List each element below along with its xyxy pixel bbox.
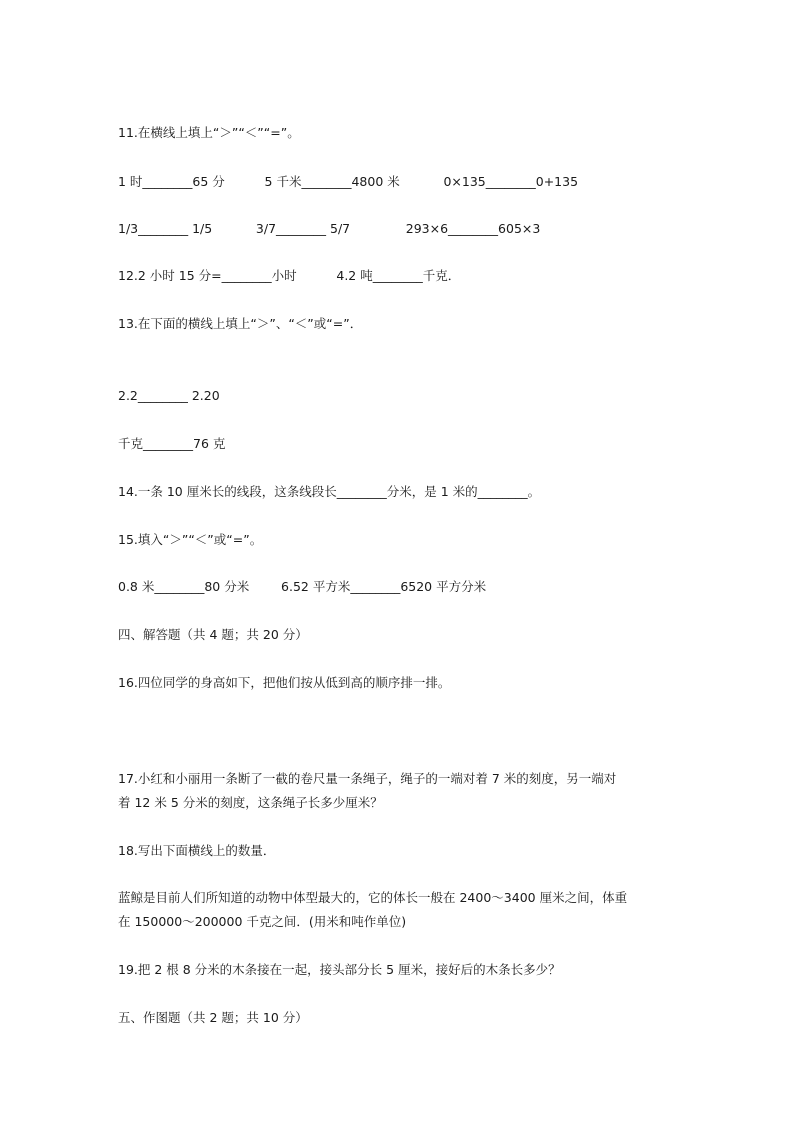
question-11-row-2: 1/3________ 1/5 3/7________ 5/7 293×6________605×3 bbox=[118, 221, 541, 236]
question-15-row-1: 0.8 米________80 分米 6.52 平方米________6520 平方分米 bbox=[118, 579, 487, 594]
question-19: 19.把 2 根 8 分米的木条接在一起，接头部分长 5 厘米，接好后的木条长多少？ bbox=[118, 962, 561, 977]
question-18-title: 18.写出下面横线上的数量． bbox=[118, 843, 276, 858]
question-12: 12.2 小时 15 分=________小时 4.2 吨________千克． bbox=[118, 268, 461, 283]
question-13-title: 13.在下面的横线上填上“＞”、“＜”或“=”． bbox=[118, 316, 363, 331]
question-13-row-2: 千克________76 克 bbox=[118, 436, 226, 451]
question-13-row-1: 2.2________ 2.20 bbox=[118, 388, 220, 403]
question-17-line-1: 17.小红和小丽用一条断了一截的卷尺量一条绳子，绳子的一端对着 7 米的刻度，另一端对 bbox=[118, 771, 617, 786]
section-4-heading: 四、解答题（共 4 题；共 20 分） bbox=[118, 627, 308, 642]
question-11-title: 11.在横线上填上“＞”“＜”“=”。 bbox=[118, 125, 300, 140]
question-18-line-1: 蓝鲸是目前人们所知道的动物中体型最大的，它的体长一般在 2400～3400 厘米之间，体重 bbox=[118, 890, 628, 905]
question-18-line-2: 在 150000～200000 千克之间．(用米和吨作单位) bbox=[118, 914, 407, 929]
question-15-title: 15.填入“＞”“＜”或“=”。 bbox=[118, 532, 263, 547]
section-5-heading: 五、作图题（共 2 题；共 10 分） bbox=[118, 1010, 308, 1025]
question-16: 16.四位同学的身高如下，把他们按从低到高的顺序排一排。 bbox=[118, 675, 451, 690]
question-17-line-2: 着 12 米 5 分米的刻度，这条绳子长多少厘米？ bbox=[118, 795, 383, 810]
question-14: 14.一条 10 厘米长的线段，这条线段长________分米，是 1 米的________。 bbox=[118, 484, 541, 499]
question-11-row-1: 1 时________65 分 5 千米________4800 米 0×135________0+135 bbox=[118, 174, 579, 189]
